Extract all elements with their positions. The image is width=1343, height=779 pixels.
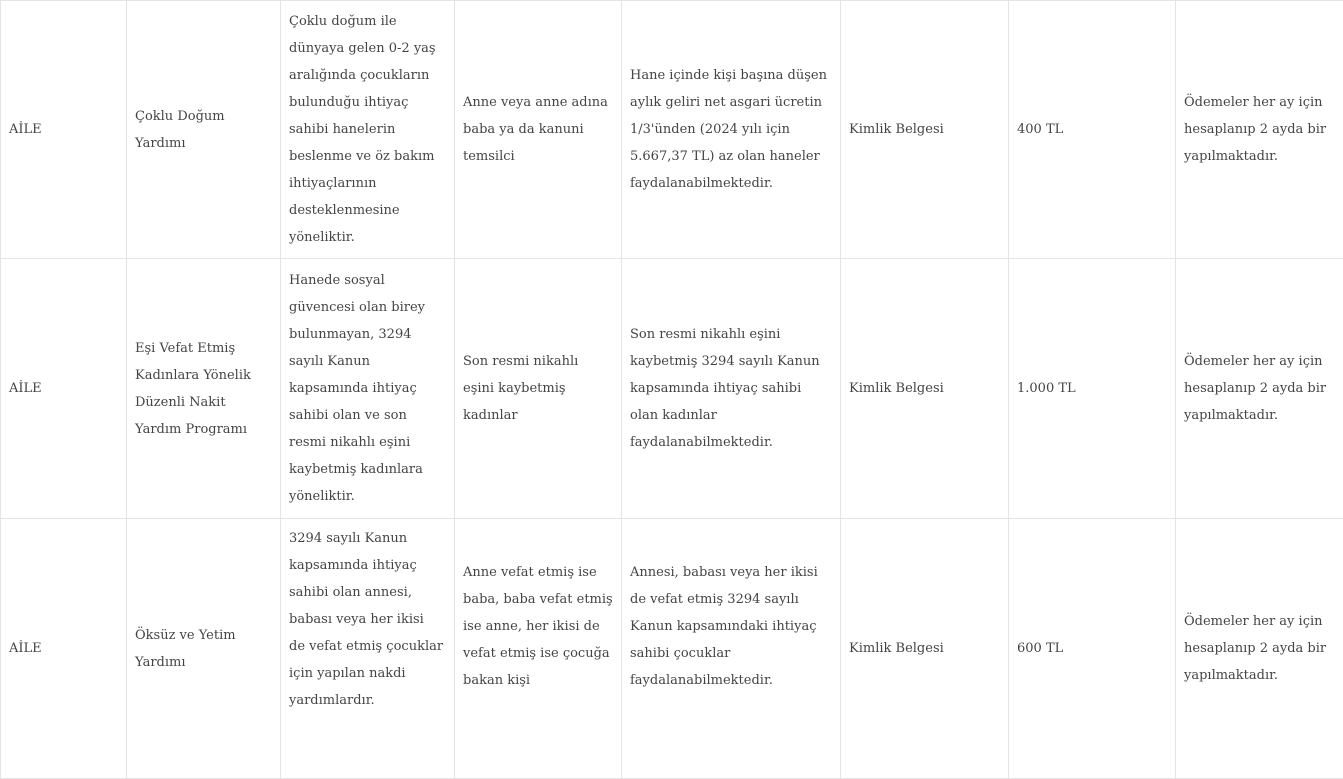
category-cell: AİLE	[1, 1, 127, 259]
document-cell: Kimlik Belgesi	[841, 519, 1009, 779]
description-cell: 3294 sayılı Kanun kapsamında ihtiyaç sahibi olan annesi, babası veya her ikisi de vefat etmiş çocuklar için yapılan nakdi yardımlardır.	[281, 519, 455, 779]
eligibility-cell: Son resmi nikahlı eşini kaybetmiş 3294 sayılı Kanun kapsamında ihtiyaç sahibi olan kadınlar faydalanabilmektedir.	[622, 259, 841, 519]
description-cell: Çoklu doğum ile dünyaya gelen 0-2 yaş aralığında çocukların bulunduğu ihtiyaç sahibi hanelerin beslenme ve öz bakım ihtiyaçlarının desteklenmesine yöneliktir.	[281, 1, 455, 259]
eligibility-cell: Hane içinde kişi başına düşen aylık geliri net asgari ücretin 1/3'ünden (2024 yılı için 5.667,37 TL) az olan haneler faydalanabilmektedir.	[622, 1, 841, 259]
payment-cell: Ödemeler her ay için hesaplanıp 2 ayda bir yapılmaktadır.	[1176, 1, 1343, 259]
amount-cell: 1.000 TL	[1009, 259, 1176, 519]
document-cell: Kimlik Belgesi	[841, 259, 1009, 519]
table-row	[1, 259, 1343, 519]
applicant-cell: Anne veya anne adına baba ya da kanuni temsilci	[455, 1, 622, 259]
table-row	[1, 1, 1343, 259]
description-cell: Hanede sosyal güvencesi olan birey bulunmayan, 3294 sayılı Kanun kapsamında ihtiyaç sahibi olan ve son resmi nikahlı eşini kaybetmiş kadınlara yöneliktir.	[281, 259, 455, 519]
category-cell: AİLE	[1, 519, 127, 779]
applicant-cell: Son resmi nikahlı eşini kaybetmiş kadınlar	[455, 259, 622, 519]
payment-cell: Ödemeler her ay için hesaplanıp 2 ayda bir yapılmaktadır.	[1176, 259, 1343, 519]
amount-cell: 600 TL	[1009, 519, 1176, 779]
eligibility-cell: Annesi, babası veya her ikisi de vefat etmiş 3294 sayılı Kanun kapsamındaki ihtiyaç sahibi çocuklar faydalanabilmektedir.	[622, 519, 841, 779]
payment-cell: Ödemeler her ay için hesaplanıp 2 ayda bir yapılmaktadır.	[1176, 519, 1343, 779]
table-row	[1, 519, 1343, 779]
aid-name-cell: Eşi Vefat Etmiş Kadınlara Yönelik Düzenli Nakit Yardım Programı	[127, 259, 281, 519]
applicant-cell: Anne vefat etmiş ise baba, baba vefat etmiş ise anne, her ikisi de vefat etmiş ise çocuğa bakan kişi	[455, 519, 622, 779]
aid-name-cell: Öksüz ve Yetim Yardımı	[127, 519, 281, 779]
document-cell: Kimlik Belgesi	[841, 1, 1009, 259]
category-cell: AİLE	[1, 259, 127, 519]
amount-cell: 400 TL	[1009, 1, 1176, 259]
aid-name-cell: Çoklu Doğum Yardımı	[127, 1, 281, 259]
